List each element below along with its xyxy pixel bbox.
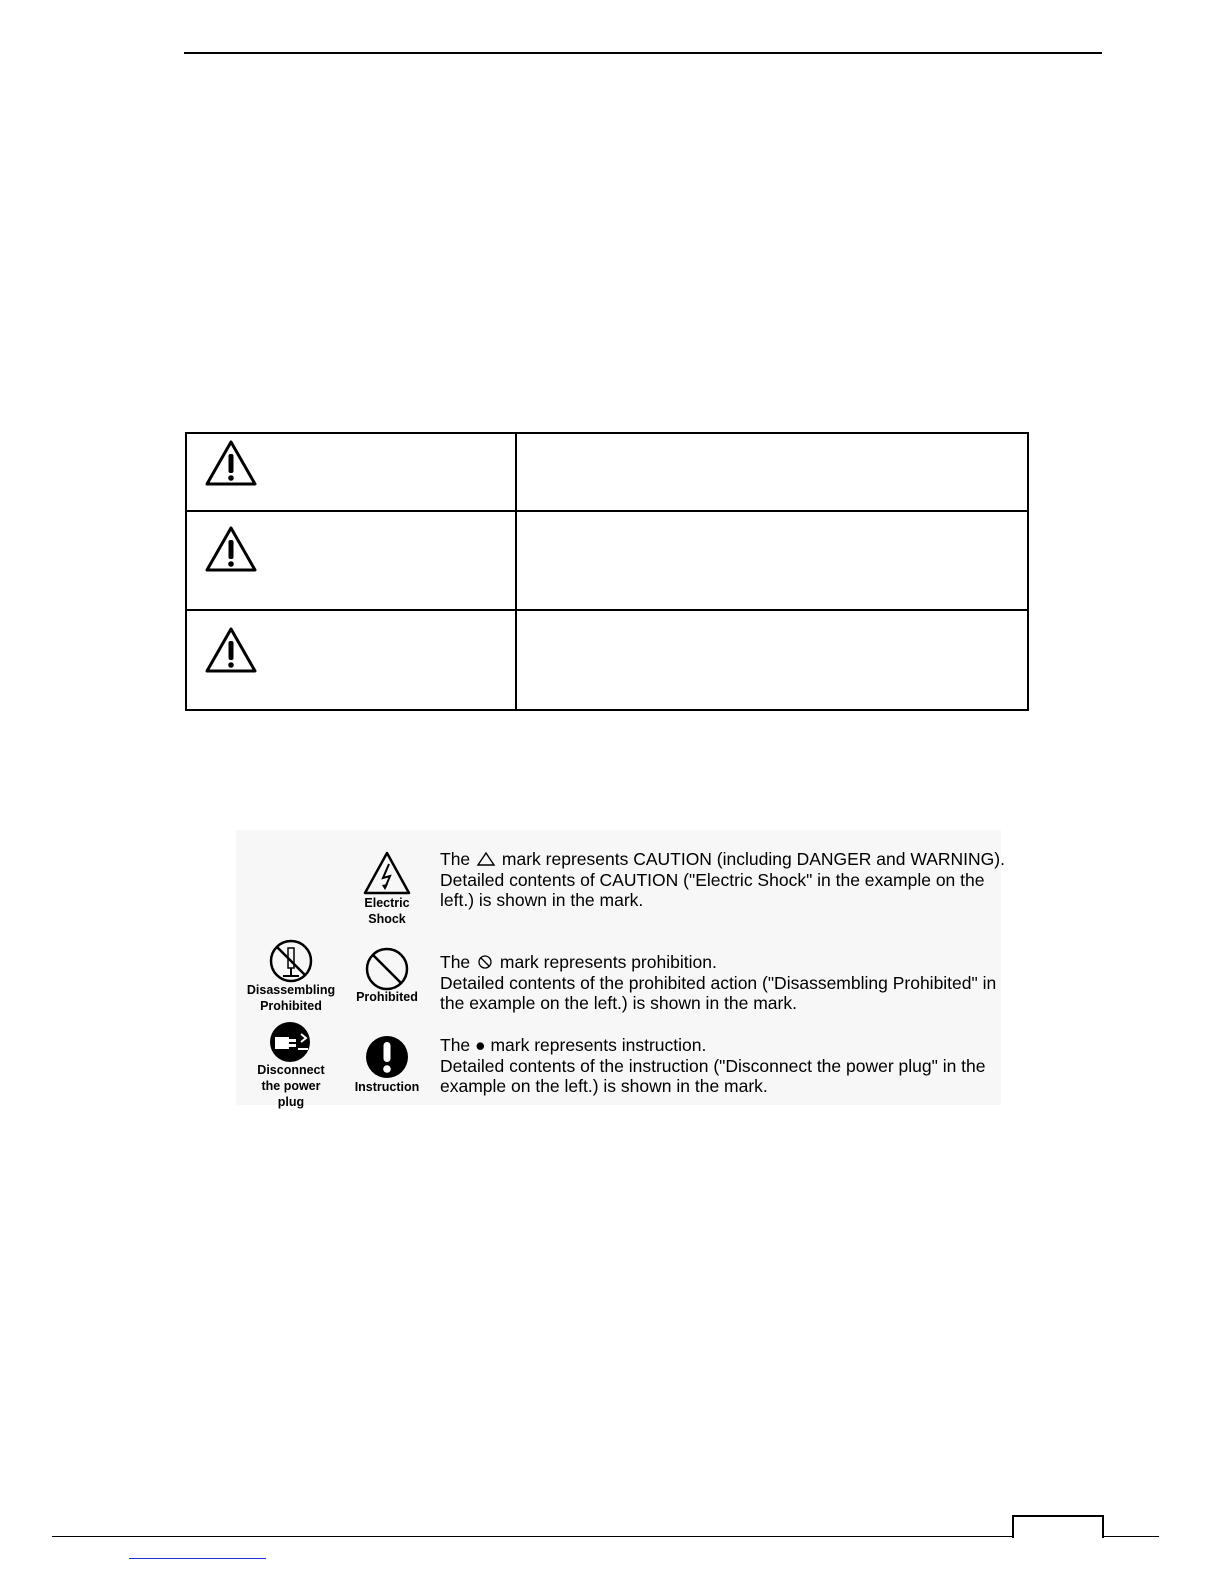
warning-triangle-icon	[203, 524, 259, 574]
prohibition-line2: Detailed contents of the prohibited action ("Disassembling Prohibited" in the example on the left.) is shown in the mark.	[440, 972, 997, 1013]
instruction-label: Instruction	[354, 1080, 420, 1094]
footer-link[interactable]	[129, 1558, 266, 1559]
caution-line1-start: The	[440, 849, 471, 869]
table-row	[186, 610, 1028, 710]
prohibition-line1-start: The	[440, 952, 471, 972]
prohibition-line1-end: mark represents prohibition.	[499, 952, 717, 972]
warning-triangle-icon	[203, 625, 259, 675]
disassembling-prohibited-label: Disassembling Prohibited	[246, 983, 336, 1013]
caution-line2: Detailed contents of CAUTION ("Electric Shock" in the example on the left.) is shown in the mark.	[440, 869, 985, 910]
symbol-explanation	[236, 830, 1005, 1109]
safety-level-description	[516, 511, 1028, 610]
safety-level-description	[516, 433, 1028, 511]
prohibited-icon	[364, 946, 410, 992]
footer-rule	[52, 1536, 1012, 1537]
disconnect-power-plug-icon	[268, 1020, 312, 1064]
instruction-line2: Detailed contents of the instruction ("Disconnect the power plug" in the example on the left.) is shown in the mark.	[440, 1055, 986, 1096]
prohibition-circle-icon	[475, 954, 495, 970]
instruction-line1: The ● mark represents instruction.	[440, 1035, 707, 1055]
prohibited-label: Prohibited	[356, 990, 418, 1004]
header-rule	[184, 52, 1102, 54]
electric-shock-label: Electric Shock	[364, 896, 410, 926]
footer-rule-right	[1102, 1536, 1159, 1537]
safety-level-table	[185, 432, 1029, 711]
warning-triangle-icon	[203, 438, 259, 488]
page-number-box	[1012, 1515, 1104, 1538]
table-row	[186, 433, 1028, 511]
electric-shock-icon	[362, 850, 412, 896]
table-row	[186, 511, 1028, 610]
prohibition-explanation	[440, 952, 1005, 1014]
instruction-icon	[364, 1034, 410, 1080]
disassembling-prohibited-icon	[268, 938, 314, 984]
instruction-explanation	[440, 1035, 1005, 1097]
disconnect-power-plug-label: Disconnect the power plug	[257, 1063, 325, 1109]
caution-triangle-icon	[475, 851, 497, 867]
safety-level-description	[516, 610, 1028, 710]
caution-line1-end: mark represents CAUTION (including DANGER and WARNING).	[501, 849, 1005, 869]
caution-explanation	[440, 849, 1005, 911]
